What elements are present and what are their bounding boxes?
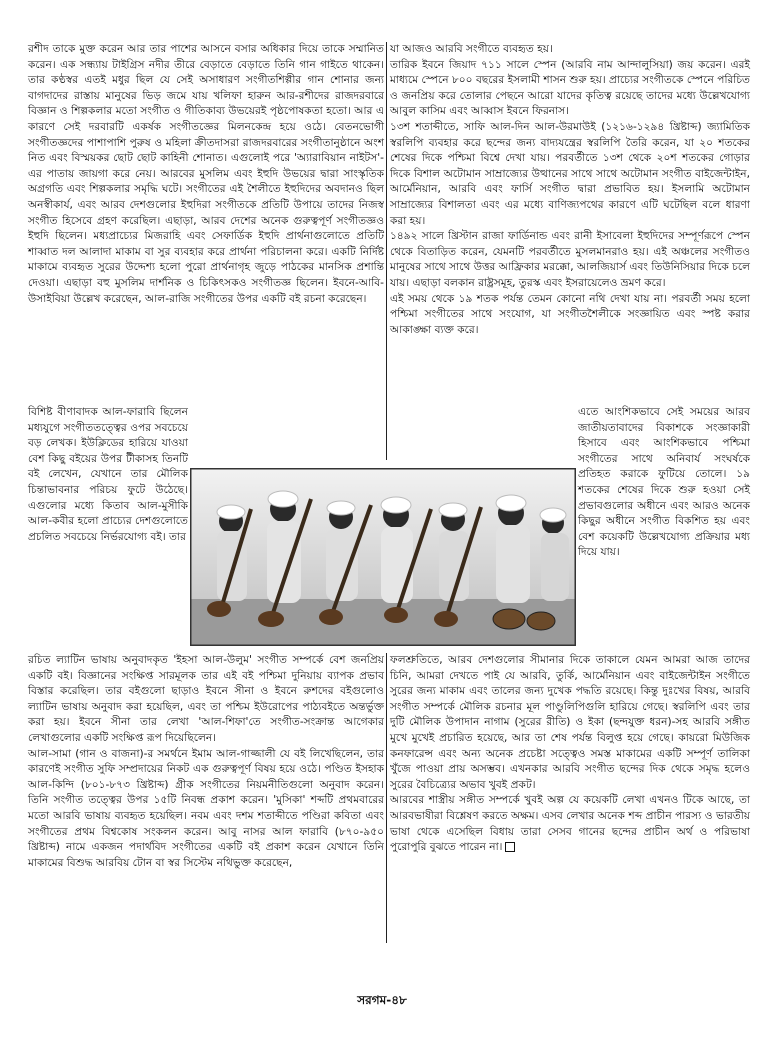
paragraph: এই সময় থেকে ১৯ শতক পর্যন্ত তেমন কোনো নথি দেখা যায় না। পরবর্তী সময় হলো পশ্চিমা সংগীতের সাথে সংযোগ, যা সংগীতশৈলীকে সংজ্ঞায়িত এবং স্পষ্ট করার আকাঙ্ক্ষা ব্যক্ত করে।: [390, 292, 750, 336]
paragraph-text: আরবের শাস্ত্রীয় সঙ্গীত সম্পর্কে খুবই অল্প যে কয়েকটি লেখা এখনও টিকে আছে, তা আরবভাষীরা বিশ্লেষণ করতে অক্ষম। এসব লেখার অনেক শব্দ প্রাচীন পারস্য ও ভারতীয় ভাষা থেকে এসেছিল বিধায় তারা সেসব গানের ছন্দের প্রাচীন অর্থ ও পরিভাষা পুরোপুরি বুঝতে পারেন না।: [390, 794, 750, 854]
paragraph: ১৩শ শতাব্দীতে, সাফি আল-দিন আল-উরমাউই (১২১৬-১২৯৪ খ্রিষ্টাব্দ) জ্যামিতিক স্বরলিপি ব্যবহার করে ছন্দের জন্য বাদ্যযন্ত্রের স্বরলিপি তৈরি করেন, যা ২০ শতকের শেষের দিকে পশ্চিমা বিশ্বে দেখা যায়। পরবর্তীতে ১৩শ থেকে ২০শ শতকের গোড়ার দিকে বিশাল অটোমান সাম্রাজ্যের উত্থানের সাথে সাথে অটোমান সংগীত বাইজেন্টাইন, আর্মেনিয়ান, আরবি এবং ফার্সি সংগীত দ্বারা প্রভাবিত হয়। ইসলামি অটোমান সাম্রাজ্যের বিশালতা এবং এর মধ্যে বাণিজ্যপথের কারণে এটি ঘটেছিল বলে ধারণা করা হয়।: [390, 120, 750, 227]
paragraph: রচিত ল্যাটিন ভাষায় অনুবাদকৃত 'ইহসা আল-উলুম' সংগীত সম্পর্কে বেশ জনপ্রিয় একটি বই। বিজ্ঞানের সংক্ষিপ্ত সারমূলক তার এই বই পশ্চিমা দুনিয়ায় ব্যাপক প্রভাব বিস্তার করেছিল। তার বইগুলো ছাড়াও ইবনে সীনা ও ইবনে রুশদের বইগুলোও ল্যাটিন ভাষায় অনুবাদ করা হয়েছিল, এবং তা পশ্চিম ইউরোপের পাঠ্যবইতে অন্তর্ভুক্ত করা হয়। ইবনে সীনা তার লেখা 'আল-শিফা'তে সংগীত-সংক্রান্ত আগেকার লেখাগুলোর একটি সংক্ষিপ্ত রূপ দিয়েছিলেন।: [28, 654, 384, 744]
page-number: সরগম-৪৮: [357, 993, 407, 1007]
article-column-right-side: [578, 405, 750, 561]
paragraph: বিশিষ্ট বীণাবাদক আল-ফারাবি ছিলেন মধ্যযুগে সংগীততত্ত্বের ওপর সবচেয়ে বড় লেখক। ইউক্লিডের হারিয়ে যাওয়া বেশ কিছু বইয়ের উপর টীকাসহ তিনটি বই লেখেন, যেখানে তার মৌলিক চিন্তাভাবনার পরিচয় ফুটে উঠেছে। এগুলোর মধ্যে কিতাব আল-মুসীকি আল-কবীর হলো প্রাচ্যের দেশগুলোতে প্রচলিত সবচেয়ে নির্ভরযোগ্য বই। তার: [28, 406, 188, 543]
article-column-right-top: [390, 42, 750, 338]
musicians-photo: [190, 468, 576, 646]
paragraph: যা আজও আরবি সংগীতে ব্যবহৃত হয়।: [390, 43, 553, 55]
musicians-illustration: [191, 469, 575, 645]
paragraph: এতে আংশিকভাবে সেই সময়ের আরব জাতীয়তাবাদের বিকাশকে সংজ্ঞাকারী হিসাবে এবং আংশিকভাবে পশ্চিমা সংগীতের সাথে অনিবার্য সংঘর্ষকে প্রতিহত করাকে ফুটিয়ে তোলে। ১৯ শতকের শেষের দিকে শুরু হওয়া সেই প্রভাবগুলোর অধীনে এবং আরও অনেক কিছুর অধীনে সংগীত বিকশিত হয় এবং বেশ কয়েকটি উল্লেখযোগ্য প্রক্রিয়ার মধ্য দিয়ে যায়।: [578, 406, 750, 559]
paragraph: ফলশ্রুতিতে, আরব দেশগুলোর সীমানার দিকে তাকালে যেমন আমরা আজ তাদের চিনি, আমরা দেখতে পাই যে আরবি, তুর্কি, আর্মেনিয়ান এবং বাইজেন্টাইন সংগীতে সুরের জন্য মাকাম এবং তালের জন্য দুখেক পদ্ধতি রয়েছে। কিন্তু দুঃখের বিষয়, আরবি সংগীত সম্পর্কে মৌলিক রচনার মূল পাণ্ডুলিপিগুলি হারিয়ে গেছে। স্বরলিপি এবং তার দুটি মৌলিক উপাদান নাগাম (সুরের রীতি) ও ইকা (ছন্দযুক্ত ধরন)-সহ আরবি সঙ্গীত মুখে মুখেই প্রচারিত হয়েছে, আর তা শেষ পর্যন্ত বিলুপ্ত হয়ে গেছে। কায়রো মিউজিক কনফারেন্স এবং অন্য অনেক প্রচেষ্টা সত্ত্বেও সমস্ত মাকামের একটি সম্পূর্ণ তালিকা খুঁজে পাওয়া প্রায় অসম্ভব। এখনকার আরবি সংগীত ছন্দের দিক থেকে সমৃদ্ধ হলেও সুরের বৈচিত্র্যের অভাব খুবই প্রকট।: [390, 654, 750, 791]
end-of-article-mark: [505, 842, 515, 852]
column-divider-top: [386, 42, 387, 460]
article-column-left-bottom: [28, 653, 384, 871]
article-column-left-side: [28, 405, 188, 545]
article-column-left-top: [28, 42, 384, 307]
article-column-right-bottom: [390, 653, 750, 856]
paragraph-last: [390, 793, 750, 855]
column-divider-bottom: [386, 653, 387, 943]
paragraph: ১৪৯২ সালে খ্রিস্টান রাজা ফার্ডিনান্ড এবং রানী ইসাবেলা ইহুদিদের সম্পূর্ণরূপে স্পেন থেকে বিতাড়িত করেন, যেমনটি পরবর্তীতে মুসলমানরাও হয়। এই অঞ্চলের সংগীতও মানুষের সাথে সাথে উত্তর আফ্রিকার মরক্কো, আলজিয়ার্স এবং তিউনিসিয়ার দিকে চলে যায়। এছাড়া বলকান রাষ্ট্রসমূহ, তুরস্ক এবং ইসরায়েলেও ভ্রমণ করে।: [390, 230, 750, 289]
paragraph: তারিক ইবনে জিয়াদ ৭১১ সালে স্পেন (আরবি নাম আন্দালুসিয়া) জয় করেন। এরই মাধ্যমে স্পেনে ৮০০ বছরের ইসলামী শাসন শুরু হয়। প্রাচ্যের সংগীতকে স্পেনে পরিচিত ও জনপ্রিয় করে তোলার পেছনে আরো যাদের কৃতিত্ব রয়েছে তাদের মধ্যে উল্লেখযোগ্য আবুল কাসিম এবং আব্বাস ইবনে ফিরনাস।: [390, 58, 750, 118]
paragraph: রশীদ তাকে মুক্ত করেন আর তার পাশের আসনে বসার অধিকার দিয়ে তাকে সম্মানিত করেন। এক সন্ধ্যায় টাইগ্রিস নদীর তীরে বেড়াতে বেড়াতে তিনি গান গাইতে থাকেন। তার কণ্ঠস্বর এতই মধুর ছিল যে সেই অসাধারণ সংগীতশিল্পীর গান শোনার জন্য বাগদাদের রাস্তায় মানুষের ভিড় জমে যায় খলিফা হারুন আর-রশীদের রাজদরবারে বিজ্ঞান ও শিল্পকলার মতো সংগীত ও গীতিকাব্য উভয়েরই পৃষ্ঠপোষকতা হতো। আর এ কারণে সেই দরবারটি একর্ষক সংগীতজ্ঞের মিলনকেন্দ্র হয়ে ওঠে। বেতনভোগী সংগীতজ্ঞদের পাশাপাশি পুরুষ ও মহিলা ক্রীতদাসরা রাজদরবারের সংগীতানুষ্ঠানে অংশ নিত এবং বিস্ময়কর ছোট ছোট কাহিনী শোনাত। এগুলোই পরে 'অ্যারাবিয়ান নাইটস'-এর পাতায় জায়গা করে নেয়। আরবের মুসলিম এবং ইহুদি উভয়ের দ্বারা সাংস্কৃতিক অগ্রগতি এবং শিল্পকলার সমৃদ্ধি ঘটে। সংগীতের এই শৈলীতে ইহুদিদের অবদানও ছিল অনস্বীকার্য, এবং আরব দেশগুলোর ইহুদিরা সংগীতকে প্রতিটি উপায়ে তাদের নিজস্ব সংগীত হিসেবে গ্রহণ করেছিল। এছাড়া, আরব দেশের অনেক গুরুত্বপূর্ণ সংগীতজ্ঞও ইহুদি ছিলেন। মধ্যপ্রাচ্যের মিজরাহি এবং সেফার্ডিক ইহুদি প্রার্থনাগুলোতে প্রতিটি শাব্বাত দল আলাদা মাকাম বা সুর ব্যবহার করে প্রার্থনা পরিচালনা করে। একটি নির্দিষ্ট মাকামে ব্যবহৃত সুরের উদ্দেশ্য হলো পুরো প্রার্থনাগৃহ জুড়ে পাঠকের মানসিক প্রশান্তি দেওয়া। এছাড়া বহু মুসলিম দার্শনিক ও চিকিৎসকও সংগীতজ্ঞ ছিলেন। ইবনে-আবি-উসাইবিয়া উল্লেখ করেছেন, আল-রাজি সংগীতের উপর একটি বই রচনা করেছেন।: [28, 43, 384, 305]
paragraph: আল-সামা (গান ও বাজনা)-র সমর্থনে ইমাম আল-গাজ্জালী যে বই লিখেছিলেন, তার কারণেই সংগীত সুফি সম্প্রদায়ের নিকট এক গুরুত্বপূর্ণ বিষয় হয়ে ওঠে। পণ্ডিত ইসহাক আল-কিন্দি (৮০১-৮৭৩ খ্রিষ্টাব্দ) গ্রীক সংগীতের নিয়মনীতিগুলো অনুবাদ করেন। তিনি সংগীত তত্ত্বের উপর ১৫টি নিবন্ধ প্রকাশ করেন। 'মুসিকা' শব্দটি প্রথমবারের মতো আরবি ভাষায় ব্যবহৃত হয়েছিল। নবম এবং দশম শতাব্দীতে পণ্ডিরা কবিতা এবং সংগীতের প্রথম বিশ্বকোষ সংকলন করেন। আবু নাসর আল ফারাবি (৮৭০-৯৫০ খ্রিষ্টাব্দ) নামে একজন পদার্থবিদ সংগীতের একটি বই প্রকাশ করেন যেখানে তিনি মাকামের বিশুদ্ধ আরবিয় টোন বা স্বর সিস্টেম নথিভুক্ত করেছেন,: [28, 747, 384, 869]
